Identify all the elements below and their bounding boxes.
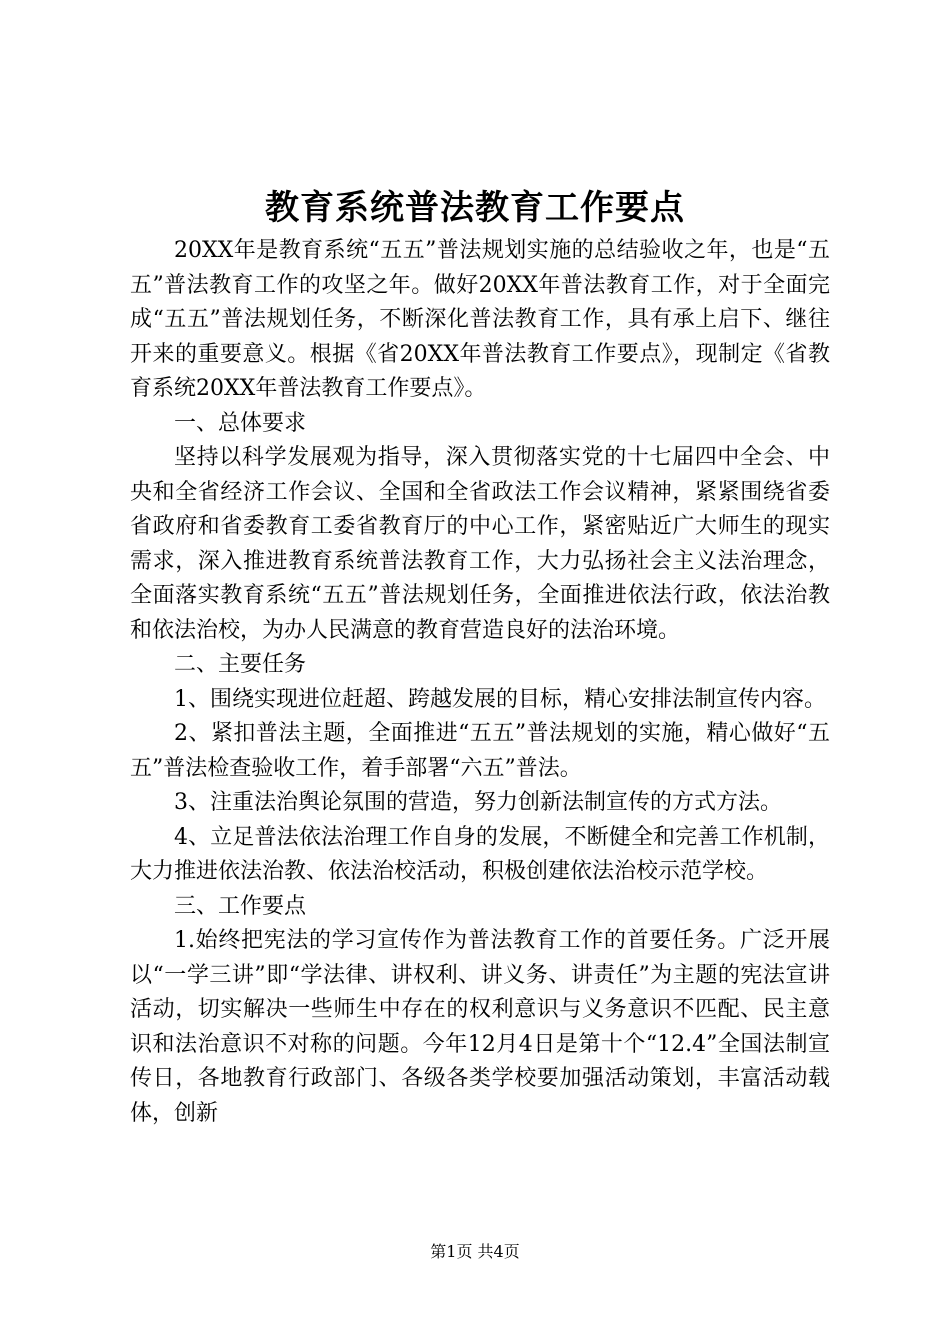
section-heading-main-tasks: 二、主要任务 [174, 652, 307, 677]
paragraph-task-2: 2、紧扣普法主题，全面推进“五五”普法规划的实施，精心做好“五五”普法检查验收工作，着手部署“六五”普法。 [130, 721, 830, 781]
paragraph-task-3: 3、注重法治舆论氛围的营造，努力创新法制宣传的方式方法。 [174, 790, 782, 815]
section-heading-work-points: 三、工作要点 [174, 893, 307, 919]
page-footer: 第1页 共4页 [430, 1242, 520, 1261]
paragraph-work-point-1: 1.始终把宪法的学习宣传作为普法教育工作的首要任务。广泛开展以“一学三讲”即“学法律、讲权利、讲义务、讲责任”为主题的宪法宣讲活动，切实解决一些师生中存在的权利意识与义务意识不匹配、民主意识和法治意识不对称的问题。今年12月4日是第十个“12.4”全国法制宣传日，各地教育行政部门、各级各类学校要加强活动策划，丰富活动载体，创新 [130, 928, 830, 1126]
paragraph-task-4: 4、立足普法依法治理工作自身的发展，不断健全和完善工作机制，大力推进依法治教、依法治校活动，积极创建依法治校示范学校。 [130, 824, 830, 884]
paragraph-intro: 20XX年是教育系统“五五”普法规划实施的总结验收之年，也是“五五”普法教育工作的攻坚之年。做好20XX年普法教育工作，对于全面完成“五五”普法规划任务，不断深化普法教育工作，具有承上启下、继往开来的重要意义。根据《省20XX年普法教育工作要点》，现制定《省教育系统20XX年普法教育工作要点》。 [130, 238, 830, 401]
paragraph-general-requirements: 坚持以科学发展观为指导，深入贯彻落实党的十七届四中全会、中央和全省经济工作会议、全国和全省政法工作会议精神，紧紧围绕省委省政府和省委教育工委省教育厅的中心工作，紧密贴近广大师生的现实需求，深入推进教育系统普法教育工作，大力弘扬社会主义法治理念，全面落实教育系统“五五”普法规划任务，全面推进依法行政，依法治教和依法治校，为办人民满意的教育营造良好的法治环境。 [130, 445, 830, 643]
document-body [130, 234, 830, 1131]
page-title: 教育系统普法教育工作要点 [265, 188, 685, 228]
paragraph-task-1: 1、围绕实现进位赶超、跨越发展的目标，精心安排法制宣传内容。 [174, 686, 826, 712]
section-heading-general-requirements: 一、总体要求 [174, 410, 307, 436]
